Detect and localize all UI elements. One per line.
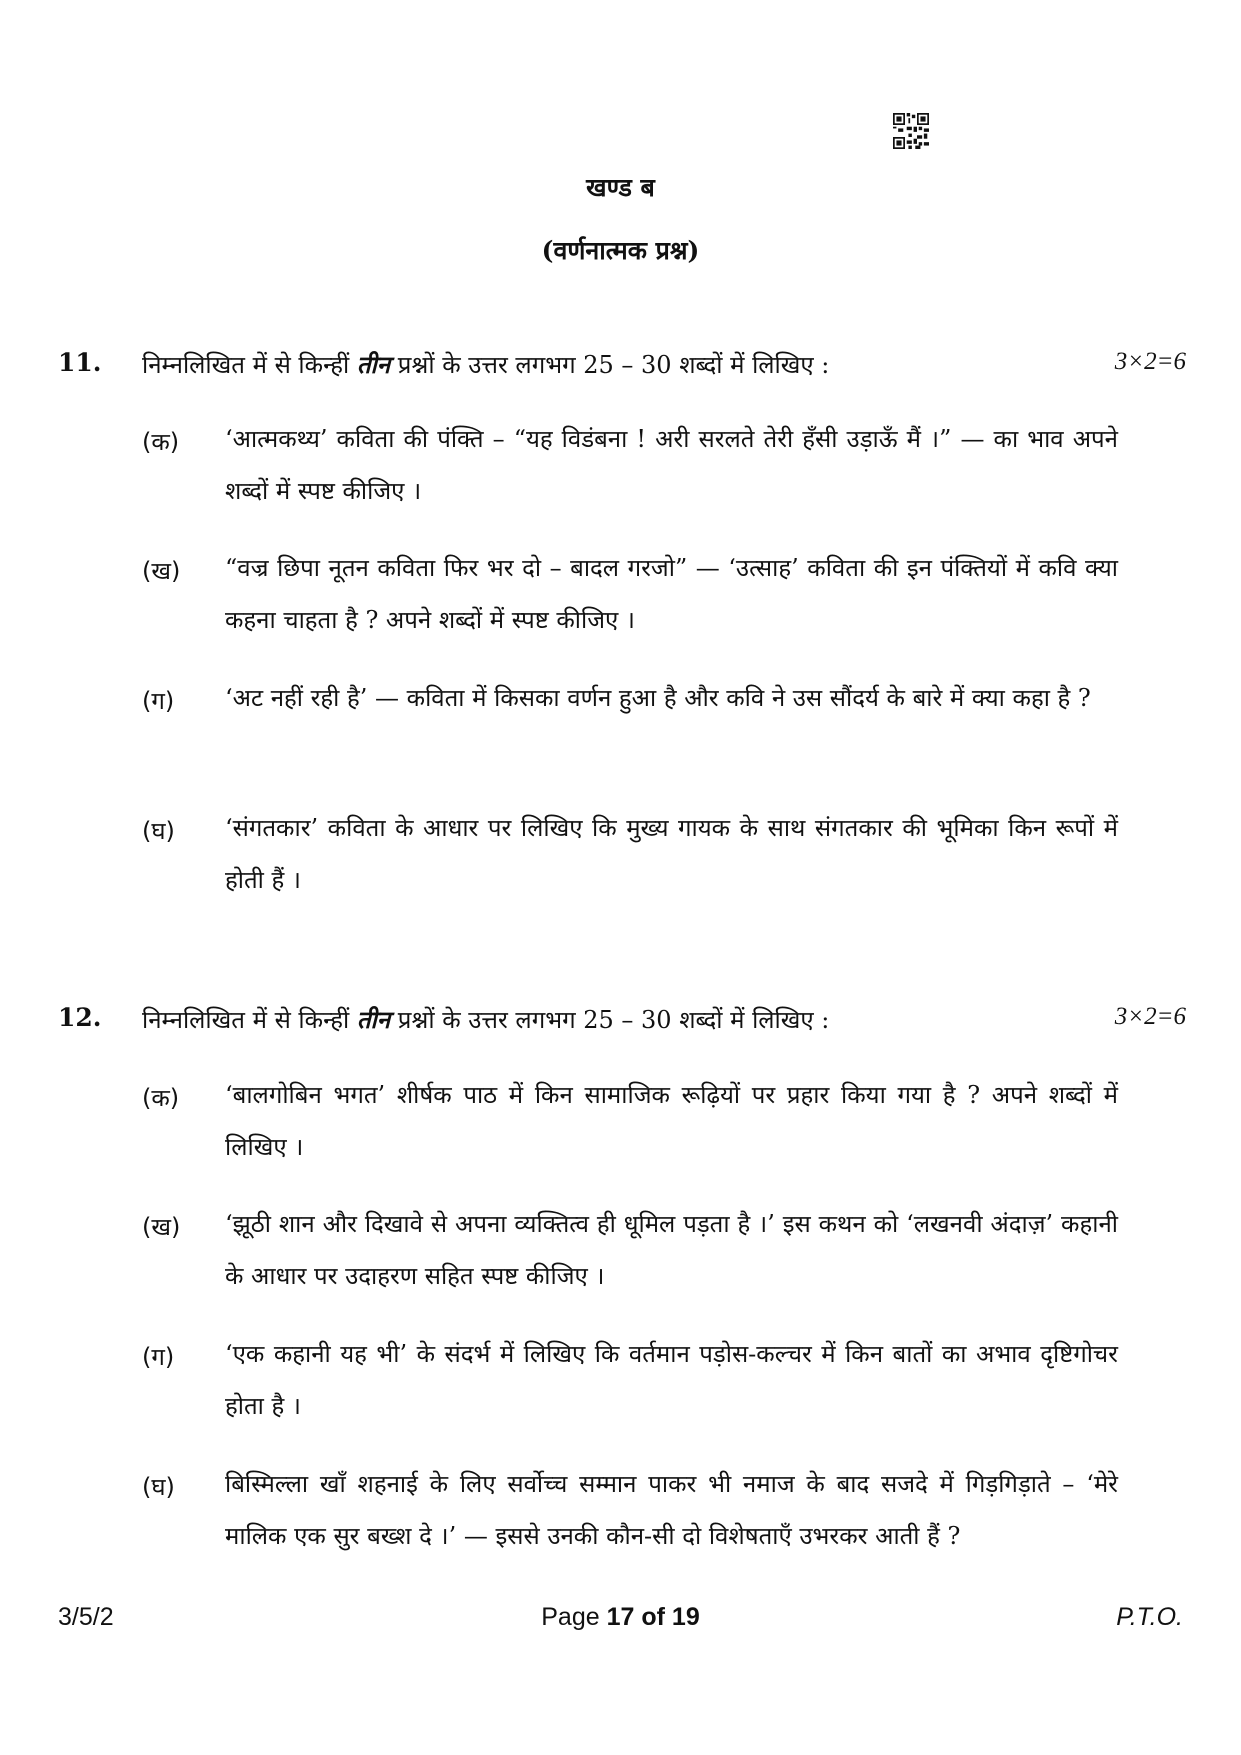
question-instruction: निम्नलिखित में से किन्हीं तीन प्रश्नों के उत्तर लगभग 25 – 30 शब्दों में लिखिए : <box>142 350 830 379</box>
page-number: Page 17 of 19 <box>541 1603 700 1631</box>
part-label: (ग) <box>142 1343 175 1371</box>
pto-label: P.T.O. <box>1116 1603 1183 1631</box>
part-text: “वज्र छिपा नूतन कविता फिर भर दो – बादल गरजो” — ‘उत्साह’ कविता की इन पंक्तियों में कवि क्या कहना चाहता है ? अपने शब्दों में स्पष्ट कीजिए । <box>225 554 1118 634</box>
section-title: खण्ड ब <box>586 173 655 202</box>
part-text: ‘आत्मकथ्य’ कविता की पंक्ति – “यह विडंबना ! अरी सरलते तेरी हँसी उड़ाऊँ मैं ।” — का भाव अपने शब्दों में स्पष्ट कीजिए । <box>225 425 1118 505</box>
question-number: 12. <box>58 1003 102 1032</box>
part-text: ‘अट नहीं रही है’ — कविता में किसका वर्णन हुआ है और कवि ने उस सौंदर्य के बारे में क्या कहा है ? <box>225 684 1091 712</box>
question-marks: 3×2=6 <box>1114 348 1186 375</box>
question-number: 11. <box>58 348 102 377</box>
part-label: (क) <box>142 1084 180 1112</box>
part-label: (ख) <box>142 557 181 585</box>
part-label: (क) <box>142 428 180 456</box>
part-text: ‘झूठी शान और दिखावे से अपना व्यक्तित्व ही धूमिल पड़ता है ।’ इस कथन को ‘लखनवी अंदाज़’ कहानी के आधार पर उदाहरण सहित स्पष्ट कीजिए । <box>225 1210 1118 1290</box>
part-label: (ग) <box>142 687 175 715</box>
part-label: (घ) <box>142 1473 175 1501</box>
part-text: ‘संगतकार’ कविता के आधार पर लिखिए कि मुख्य गायक के साथ संगतकार की भूमिका किन रूपों में होती हैं । <box>225 814 1118 894</box>
part-text: बिस्मिल्ला खाँ शहनाई के लिए सर्वोच्च सम्मान पाकर भी नमाज के बाद सजदे में गिड़गिड़ाते – ‘मेरे मालिक एक सुर बख्श दे ।’ — इससे उनकी कौन-सी दो विशेषताएँ उभरकर आती हैं ? <box>225 1470 1118 1550</box>
part-label: (ख) <box>142 1213 181 1241</box>
part-label: (घ) <box>142 817 175 845</box>
part-text: ‘बालगोबिन भगत’ शीर्षक पाठ में किन सामाजिक रूढ़ियों पर प्रहार किया गया है ? अपने शब्दों में लिखिए । <box>225 1081 1118 1161</box>
paper-code: 3/5/2 <box>58 1603 114 1631</box>
part-text: ‘एक कहानी यह भी’ के संदर्भ में लिखिए कि वर्तमान पड़ोस-कल्चर में किन बातों का अभाव दृष्टिगोचर होता है । <box>225 1340 1118 1420</box>
qr-code-icon <box>893 113 929 149</box>
question-marks: 3×2=6 <box>1114 1003 1186 1030</box>
section-subtitle: (वर्णनात्मक प्रश्न) <box>541 236 700 265</box>
question-instruction: निम्नलिखित में से किन्हीं तीन प्रश्नों के उत्तर लगभग 25 – 30 शब्दों में लिखिए : <box>142 1005 830 1034</box>
